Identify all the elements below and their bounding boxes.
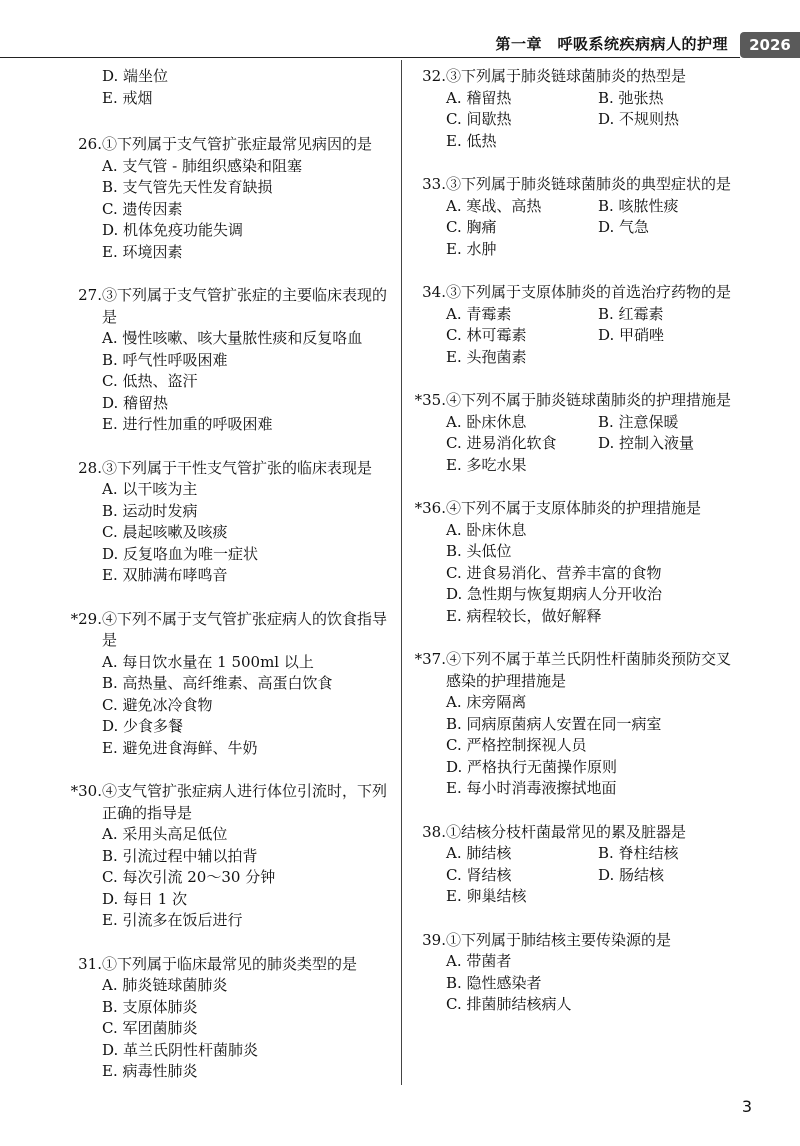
question-stem (412, 649, 742, 692)
question-text: ③下列属于肺炎链球菌肺炎的典型症状的是 (446, 175, 732, 193)
question-number: *36. (414, 499, 446, 517)
question-text: ③下列属于支原体肺炎的首选治疗药物的是 (446, 283, 732, 301)
option-list (412, 692, 742, 800)
answer-option: E. 低热 (446, 131, 497, 150)
answer-option: D. 控制入液量 (598, 434, 695, 452)
question-stem (412, 174, 742, 196)
question-item (412, 822, 742, 908)
question-stem (412, 930, 742, 952)
option-list (68, 824, 394, 932)
answer-option: C. 胸痛 (446, 218, 497, 236)
question-text: ④下列不属于支气管扩张症病人的饮食指导是 (102, 609, 388, 649)
answer-option: B. 引流过程中辅以拍背 (102, 846, 258, 865)
chapter-title: 第一章 呼吸系统疾病病人的护理 (495, 35, 728, 53)
answer-option: E. 多吃水果 (446, 455, 527, 474)
answer-option: C. 避免冰冷食物 (102, 695, 213, 714)
question-item (412, 930, 742, 1016)
answer-option: E. 双肺满布哮鸣音 (102, 566, 228, 584)
question-stem (412, 66, 742, 88)
answer-option: E. 引流多在饭后进行 (102, 911, 243, 929)
question-stem (412, 282, 742, 304)
right-column (412, 66, 742, 1038)
answer-option: C. 遗传因素 (102, 199, 183, 218)
question-item (68, 285, 394, 436)
answer-option: A. 支气管 - 肺组织感染和阻塞 (102, 156, 302, 175)
answer-option: C. 军团菌肺炎 (102, 1019, 198, 1037)
option-list (68, 328, 394, 436)
question-stem (68, 458, 394, 480)
answer-option: A. 卧床休息 (446, 520, 527, 539)
question-text: ④支气管扩张症病人进行体位引流时，下列正确的指导是 (102, 782, 388, 822)
answer-option: A. 每日饮水量在 1 500ml 以上 (102, 652, 314, 671)
question-number: 27. (78, 286, 102, 304)
answer-option: C. 进易消化软食 (446, 434, 557, 452)
answer-option: B. 运动时发病 (102, 501, 198, 520)
question-item (412, 390, 742, 476)
option-list (412, 951, 742, 1016)
answer-option: B. 呼气性呼吸困难 (102, 350, 228, 369)
option-list (412, 304, 742, 369)
option-list (68, 975, 394, 1083)
question-text: ④下列不属于肺炎链球菌肺炎的护理措施是 (446, 391, 732, 409)
answer-option: A. 床旁隔离 (446, 693, 527, 711)
left-column (68, 66, 394, 1105)
option-list (412, 520, 742, 628)
answer-option: E. 头孢菌素 (446, 347, 527, 366)
answer-option: B. 红霉素 (598, 304, 664, 323)
option-list (68, 156, 394, 264)
answer-option: D. 急性期与恢复期病人分开收治 (446, 585, 663, 603)
answer-option: D. 机体免疫功能失调 (102, 221, 244, 239)
answer-option: E. 环境因素 (102, 242, 183, 261)
answer-option: C. 严格控制探视人员 (446, 736, 587, 754)
question-item (68, 781, 394, 932)
question-text: ④下列不属于革兰氏阴性杆菌肺炎预防交叉感染的护理措施是 (446, 650, 732, 690)
answer-option: E. 卵巢结核 (446, 887, 527, 905)
answer-option: C. 每次引流 20～30 分钟 (102, 868, 276, 886)
answer-option: D. 肠结核 (598, 865, 665, 884)
answer-option: A. 青霉素 (446, 304, 512, 323)
question-number: *29. (70, 609, 102, 628)
question-item (412, 174, 742, 260)
question-stem (68, 954, 394, 976)
answer-option: B. 弛张热 (598, 88, 664, 107)
answer-option: E. 病毒性肺炎 (102, 1062, 198, 1080)
question-text: ③下列属于肺炎链球菌肺炎的热型是 (446, 67, 687, 85)
question-number: 28. (78, 458, 102, 477)
answer-option: A. 以干咳为主 (102, 480, 198, 498)
answer-option: C. 晨起咳嗽及咳痰 (102, 523, 228, 541)
answer-option: D. 反复咯血为唯一症状 (102, 544, 259, 563)
answer-option: D. 严格执行无菌操作原则 (446, 757, 618, 776)
answer-option: A. 寒战、高热 (446, 196, 542, 215)
answer-option: A. 采用头高足低位 (102, 825, 228, 843)
page-header (0, 32, 800, 56)
answer-option: D. 气急 (598, 218, 650, 236)
answer-option: D. 少食多餐 (102, 717, 184, 735)
answer-option: A. 慢性咳嗽、咳大量脓性痰和反复咯血 (102, 329, 363, 347)
answer-option: E. 避免进食海鲜、牛奶 (102, 738, 258, 757)
question-number: 38. (422, 822, 446, 841)
question-stem (68, 781, 394, 824)
answer-option: B. 头低位 (446, 542, 512, 560)
answer-option: D. 稽留热 (102, 393, 169, 412)
answer-option: E. 每小时消毒液擦拭地面 (446, 779, 617, 797)
question-item (412, 66, 742, 152)
answer-option: D. 甲硝唑 (598, 326, 665, 344)
answer-option: D. 每日 1 次 (102, 889, 188, 908)
answer-option: C. 间歇热 (446, 110, 512, 128)
question-number: 26. (78, 135, 102, 153)
question-number: 31. (78, 954, 102, 973)
question-text: ③下列属于干性支气管扩张的临床表现是 (102, 458, 373, 477)
option-list (68, 66, 394, 109)
question-number: *37. (414, 650, 446, 668)
question-stem (68, 285, 394, 328)
column-divider (401, 60, 402, 1085)
answer-option: B. 支原体肺炎 (102, 997, 198, 1016)
year-badge: 2026 (740, 32, 800, 58)
question-text: ④下列不属于支原体肺炎的护理措施是 (446, 499, 702, 517)
answer-option: A. 带菌者 (446, 952, 512, 970)
answer-option: E. 水肿 (446, 239, 497, 258)
answer-option: A. 肺结核 (446, 844, 512, 862)
question-item (68, 609, 394, 760)
answer-option: A. 肺炎链球菌肺炎 (102, 976, 228, 994)
question-number: *30. (70, 782, 102, 800)
answer-option: C. 林可霉素 (446, 326, 527, 344)
question-item (68, 66, 394, 109)
question-item (68, 458, 394, 587)
answer-option: C. 肾结核 (446, 865, 512, 884)
question-stem (412, 390, 742, 412)
option-list (68, 652, 394, 760)
answer-option: B. 隐性感染者 (446, 973, 542, 992)
answer-option: C. 低热、盗汗 (102, 372, 198, 390)
option-list (68, 479, 394, 587)
option-list (412, 412, 742, 477)
question-item (68, 954, 394, 1083)
question-text: ①结核分枝杆菌最常见的累及脏器是 (446, 822, 687, 841)
question-number: 39. (422, 930, 446, 949)
header-rule (0, 57, 740, 58)
answer-option: D. 不规则热 (598, 110, 680, 128)
question-text: ①下列属于临床最常见的肺炎类型的是 (102, 954, 358, 973)
question-stem (68, 609, 394, 652)
answer-option: E. 进行性加重的呼吸困难 (102, 415, 273, 433)
answer-option: A. 卧床休息 (446, 412, 527, 431)
answer-option: D. 革兰氏阴性杆菌肺炎 (102, 1040, 259, 1059)
answer-option: B. 同病原菌病人安置在同一病室 (446, 714, 662, 733)
answer-option: B. 高热量、高纤维素、高蛋白饮食 (102, 674, 333, 692)
question-item (412, 498, 742, 627)
question-number: 34. (422, 283, 446, 301)
question-number: *35. (414, 391, 446, 409)
question-stem (412, 498, 742, 520)
question-text: ③下列属于支气管扩张症的主要临床表现的是 (102, 286, 388, 326)
answer-option: B. 咳脓性痰 (598, 196, 679, 215)
question-item (412, 282, 742, 368)
page-number: 3 (741, 1097, 752, 1116)
option-list (412, 196, 742, 261)
answer-option: E. 病程较长，做好解释 (446, 606, 602, 625)
question-stem (412, 822, 742, 844)
answer-option: E. 戒烟 (102, 88, 153, 107)
answer-option: B. 支气管先天性发育缺损 (102, 178, 273, 196)
question-number: 33. (422, 175, 446, 193)
option-list (412, 88, 742, 153)
answer-option: B. 脊柱结核 (598, 844, 679, 862)
answer-option: C. 进食易消化、营养丰富的食物 (446, 563, 662, 582)
question-stem (68, 134, 394, 156)
question-number: 32. (422, 67, 446, 85)
answer-option: C. 排菌肺结核病人 (446, 995, 572, 1013)
answer-option: A. 稽留热 (446, 88, 512, 107)
answer-option: D. 端坐位 (102, 67, 169, 85)
question-text: ①下列属于肺结核主要传染源的是 (446, 930, 672, 949)
answer-option: B. 注意保暖 (598, 412, 679, 431)
option-list (412, 843, 742, 908)
question-item (412, 649, 742, 800)
question-text: ①下列属于支气管扩张症最常见病因的是 (102, 135, 373, 153)
question-item (68, 134, 394, 263)
